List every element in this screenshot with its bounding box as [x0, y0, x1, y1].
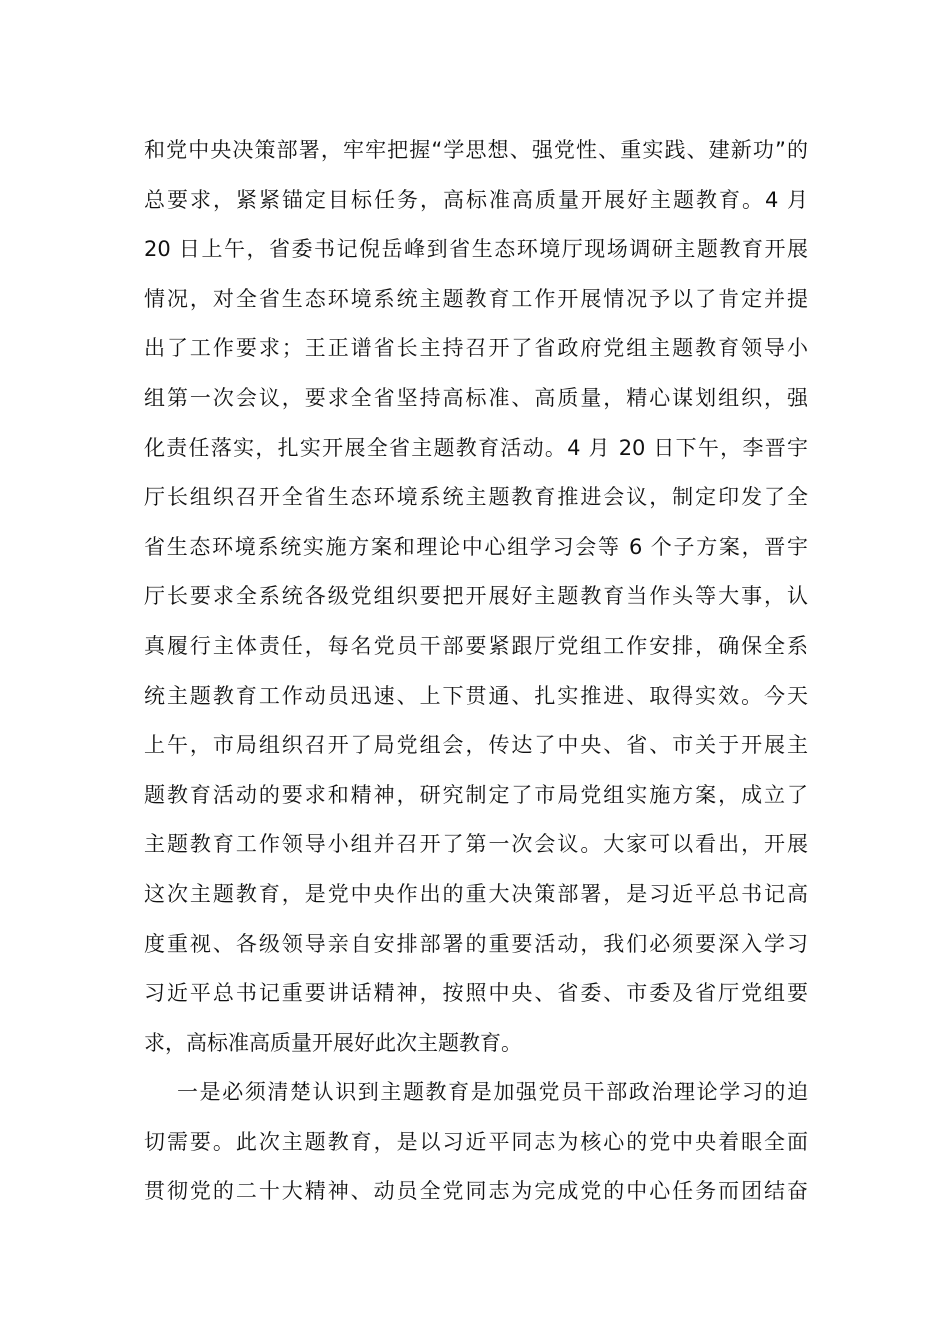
text-line: 切需要。此次主题教育，是以习近平同志为核心的党中央着眼全面: [144, 1129, 808, 1154]
text-line: 厅长组织召开全省生态环境系统主题教育推进会议，制定印发了全: [144, 485, 808, 510]
text-line: 题教育活动的要求和精神，研究制定了市局党组实施方案，成立了: [144, 782, 808, 807]
text-line: 贯彻党的二十大精神、动员全党同志为完成党的中心任务而团结奋: [144, 1179, 808, 1204]
text-line: 和党中央决策部署，牢牢把握“学思想、强党性、重实践、建新功”的: [144, 138, 808, 162]
text-line: 上午，市局组织召开了局党组会，传达了中央、省、市关于开展主: [144, 733, 808, 758]
text-line: 厅长要求全系统各级党组织要把开展好主题教育当作头等大事，认: [144, 584, 808, 609]
text-line: 真履行主体责任，每名党员干部要紧跟厅党组工作安排，确保全系: [144, 633, 808, 658]
text-line: 求，高标准高质量开展好此次主题教育。: [144, 1030, 522, 1055]
paragraph-start-line: 一是必须清楚认识到主题教育是加强党员干部政治理论学习的迫: [144, 1080, 808, 1105]
text-line: 化责任落实，扎实开展全省主题教育活动。4 月 20 日下午，李晋宇: [144, 435, 808, 460]
text-line: 习近平总书记重要讲话精神，按照中央、省委、市委及省厅党组要: [144, 981, 808, 1006]
text-line: 组第一次会议，要求全省坚持高标准、高质量，精心谋划组织，强: [144, 385, 808, 410]
text-line: 主题教育工作领导小组并召开了第一次会议。大家可以看出，开展: [144, 832, 808, 857]
text-line: 度重视、各级领导亲自安排部署的重要活动，我们必须要深入学习: [144, 931, 808, 956]
text-line: 统主题教育工作动员迅速、上下贯通、扎实推进、取得实效。今天: [144, 683, 808, 708]
text-line: 出了工作要求；王正谱省长主持召开了省政府党组主题教育领导小: [144, 336, 808, 361]
text-line: 情况，对全省生态环境系统主题教育工作开展情况予以了肯定并提: [144, 286, 808, 311]
text-line: 这次主题教育，是党中央作出的重大决策部署，是习近平总书记高: [144, 881, 808, 906]
text-line: 20 日上午，省委书记倪岳峰到省生态环境厅现场调研主题教育开展: [144, 237, 808, 262]
body-text: [144, 126, 808, 1217]
text-line: 总要求，紧紧锚定目标任务，高标准高质量开展好主题教育。4 月: [144, 187, 808, 212]
text-line: 省生态环境系统实施方案和理论中心组学习会等 6 个子方案，晋宇: [144, 534, 808, 559]
